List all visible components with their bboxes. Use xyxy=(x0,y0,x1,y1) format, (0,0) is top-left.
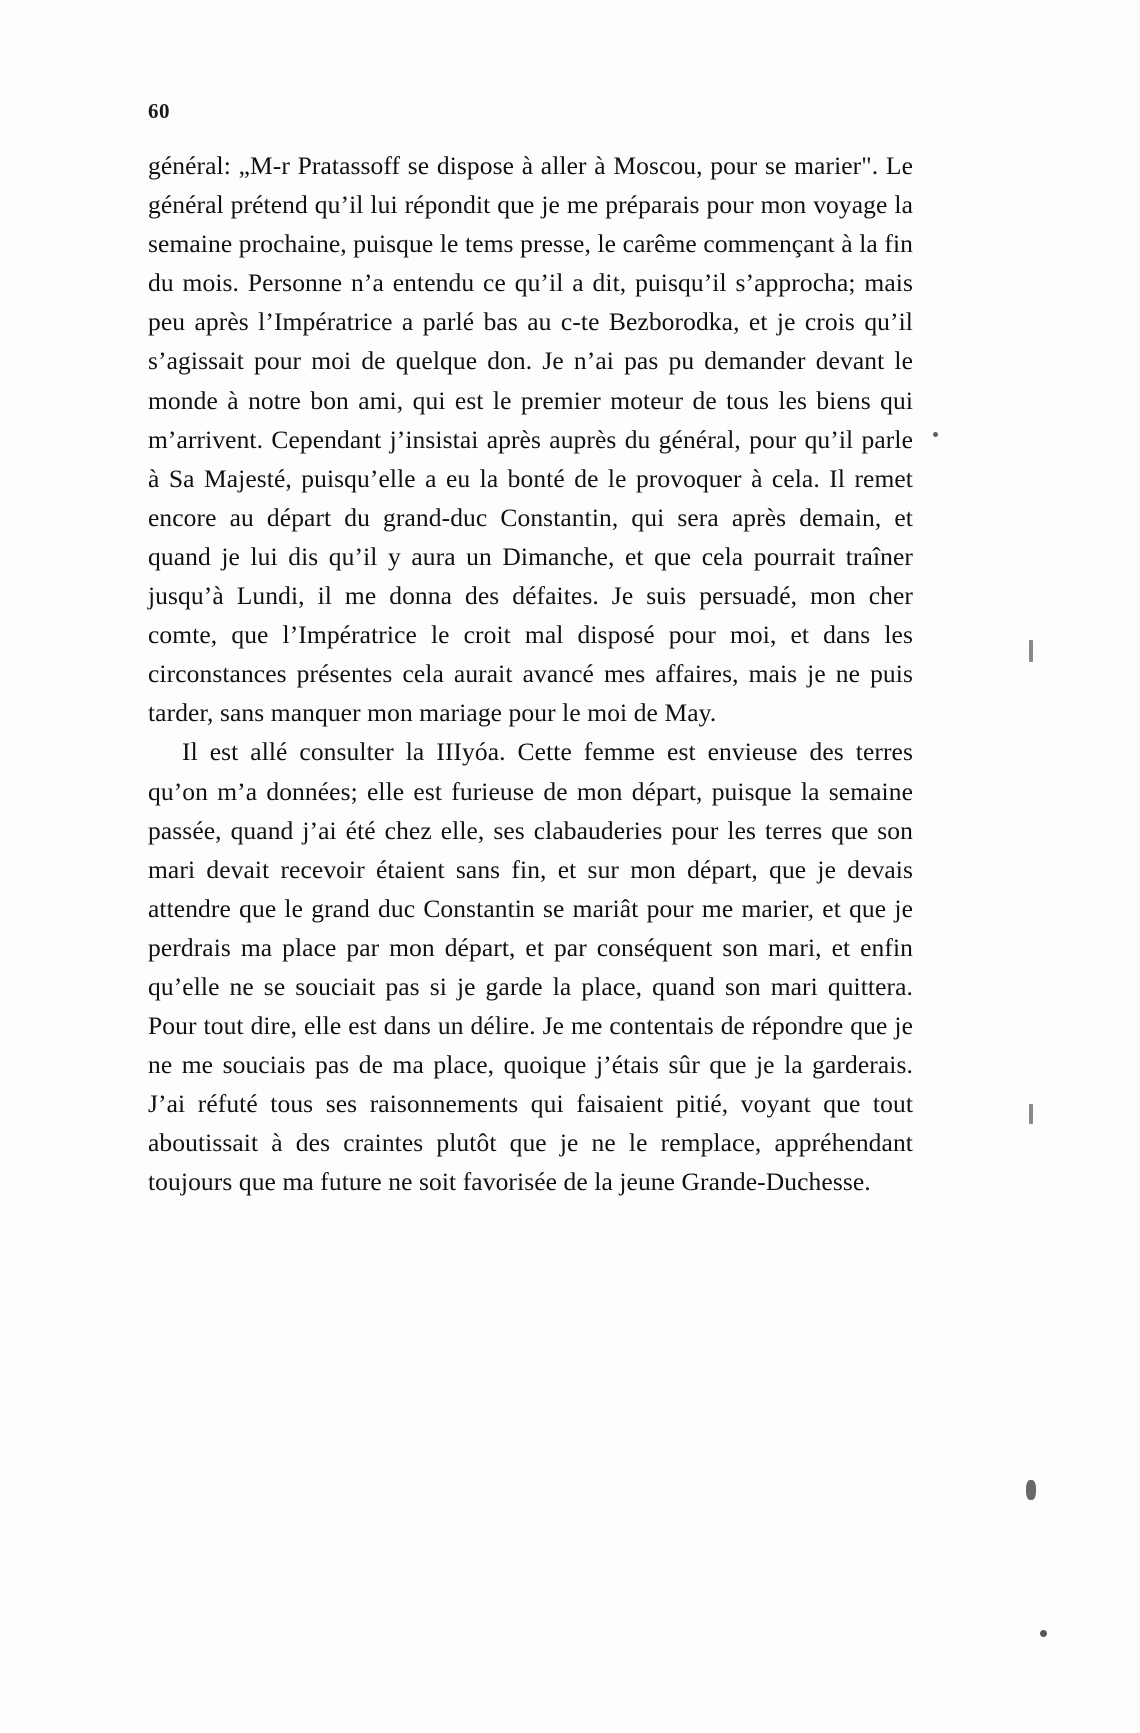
scan-speck-icon xyxy=(1026,1480,1036,1500)
body-text xyxy=(148,146,913,1202)
paragraph: Il est allé consulter la IIIyóa. Cette femme est envieuse des terres qu’on m’a données; elle est furieuse de mon départ, puisque la semaine passée, quand j’ai été chez elle, ses clabauderies pour les terres que son mari devait recevoir étaient sans fin, et sur mon départ, que je devais attendre que le grand duc Constantin se mariât pour me marier, et que je perdrais ma place par mon départ, et par conséquent son mari, et enfin qu’elle ne se souciait pas si je garde la place, quand son mari quittera. Pour tout dire, elle est dans un délire. Je me contentais de répondre que je ne me souciais pas de ma place, quoique j’étais sûr que je la garderais. J’ai réfuté tous ses raisonnements qui faisaient pitié, voyant que tout aboutissait à des craintes plutôt que je ne le remplace, appréhendant toujours que ma future ne soit favorisée de la jeune Grande-Duchesse. xyxy=(148,737,913,1197)
paragraph: général: „M-r Pratassoff se dispose à aller à Moscou, pour se marier". Le général prétend qu’il lui répondit que je me préparais pour mon voyage la semaine prochaine, puisque le tems presse, le carême commençant à la fin du mois. Personne n’a entendu ce qu’il a dit, puisqu’il s’approcha; mais peu après l’Impératrice a parlé bas au c-te Bezborodka, et je crois qu’il s’agissait pour moi de quelque don. Je n’ai pas pu demander devant le monde à notre bon ami, qui est le premier moteur de tous les biens qui m’arrivent. Cependant j’insistai après auprès du général, pour qu’il parle à Sa Majesté, puisqu’elle a eu la bonté de le provoquer à cela. Il remet encore au départ du grand-duc Constantin, qui sera après demain, et quand je lui dis qu’il y aura un Dimanche, et que cela pourrait traîner jusqu’à Lundi, il me donna des défaites. Je suis persuadé, mon cher comte, que l’Impératrice le croit mal disposé pour moi, et dans les circonstances présentes cela aurait avancé mes affaires, mais je ne puis tarder, sans manquer mon mariage pour le moi de May. xyxy=(148,151,913,728)
page-number: 60 xyxy=(148,99,170,123)
scan-speck-icon xyxy=(1029,1104,1033,1124)
scan-speck-icon xyxy=(1029,640,1033,662)
scan-speck-icon xyxy=(933,432,938,437)
scan-speck-icon xyxy=(1040,1630,1047,1637)
